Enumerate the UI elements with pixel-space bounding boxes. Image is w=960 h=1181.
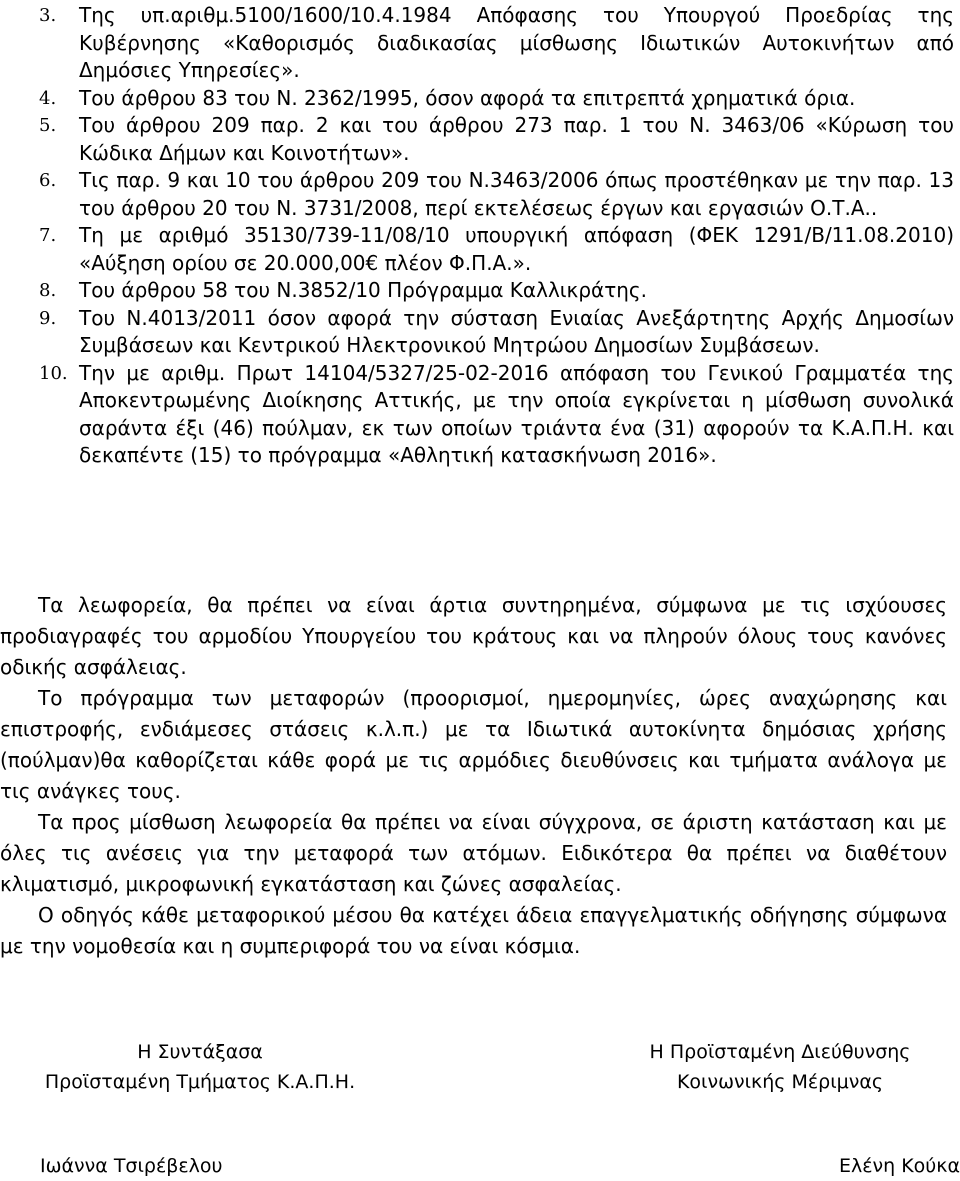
item-number: 3. — [39, 5, 57, 26]
paragraph-bus-requirements: Τα προς μίσθωση λεωφορεία θα πρέπει να είναι σύγχρονα, σε άριστη κατάσταση και με όλες τις ανέσεις για την μεταφορά των ατόμων. Ειδικότερα θα πρέπει να διαθέτουν κλιματισμό, μικροφωνική εγκατάσταση και ζώνες ασφαλείας. — [0, 810, 947, 896]
list-item — [39, 2, 954, 85]
item-number: 6. — [39, 170, 57, 191]
item-text: Του άρθρου 58 του Ν.3852/10 Πρόγραμμα Καλλικράτης. — [79, 278, 648, 302]
signature-block-left — [0, 1037, 400, 1097]
signatory-name-left: Ιωάννα Τσιρέβελου — [40, 1155, 223, 1177]
item-text: Τις παρ. 9 και 10 του άρθρου 209 του Ν.3463/2006 όπως προστέθηκαν με την παρ. 13 του άρθρου 20 του Ν. 3731/2008, περί εκτελέσεως έργων και εργασιών Ο.Τ.Α.. — [79, 168, 954, 220]
paragraph-buses-condition: Τα λεωφορεία, θα πρέπει να είναι άρτια συντηρημένα, σύμφωνα με τις ισχύουσες προδιαγραφές του αρμοδίου Υπουργείου του κράτους και να πληρούν όλους τους κανόνες οδικής ασφάλειας. — [0, 593, 947, 679]
signature-right-title: Κοινωνικής Μέριμνας — [676, 1071, 884, 1093]
signature-left-role: Η Συντάξασα — [137, 1041, 263, 1063]
item-number: 7. — [39, 225, 57, 246]
item-number: 4. — [39, 87, 57, 109]
item-number: 9. — [39, 307, 57, 329]
item-text: Την με αριθμ. Πρωτ 14104/5327/25-02-2016 απόφαση του Γενικού Γραμματέα της Αποκεντρωμένης Διοίκησης Αττικής, με την οποία εγκρίνεται η μίσθωση συνολικά σαράντα έξι (46) πούλμαν, εκ των οποίων τριάντα ένα (31) αφορούν τα Κ.Α.Π.Η. και δεκαπέντε (15) το πρόγραμμα «Αθλητική κατασκήνωση 2016». — [79, 360, 954, 467]
list-item — [39, 360, 954, 470]
list-item — [39, 167, 954, 222]
paragraph-transport-schedule: Το πρόγραμμα των μεταφορών (προορισμοί, ημερομηνίες, ώρες αναχώρησης και επιστροφής, ενδιάμεσες στάσεις κ.λ.π.) με τα Ιδιωτικά αυτοκίνητα δημόσιας χρήσης (πούλμαν)θα καθορίζεται κάθε φορά με τις αρμόδιες διευθύνσεις και τμήματα ανάλογα με τις ανάγκες τους. — [0, 686, 947, 803]
item-text: Του άρθρου 209 παρ. 2 και του άρθρου 273 παρ. 1 του Ν. 3463/06 «Κύρωση του Κώδικα Δήμων και Κοινοτήτων». — [79, 113, 954, 165]
list-item — [39, 305, 954, 360]
list-item — [39, 85, 954, 113]
paragraph-driver-requirements: Ο οδηγός κάθε μεταφορικού μέσου θα κατέχει άδεια επαγγελματικής οδήγησης σύμφωνα με την νομοθεσία και η συμπεριφορά του να είναι κόσμια. — [0, 903, 947, 958]
item-number: 5. — [39, 115, 57, 136]
signature-left-title: Προϊσταμένη Τμήματος Κ.Α.Π.Η. — [44, 1071, 356, 1093]
item-number: 8. — [39, 280, 57, 301]
signatory-name-right: Ελένη Κούκα — [838, 1155, 960, 1177]
signature-right-role: Η Προϊσταμένη Διεύθυνσης — [649, 1041, 911, 1063]
item-text: Του άρθρου 83 του Ν. 2362/1995, όσον αφορά τα επιτρεπτά χρηματικά όρια. — [79, 85, 856, 110]
list-item — [39, 277, 954, 305]
item-text: Του Ν.4013/2011 όσον αφορά την σύσταση Ενιαίας Ανεξάρτητης Αρχής Δημοσίων Συμβάσεων και Κεντρικού Ηλεκτρονικού Μητρώου Δημοσίων Συμβάσεων. — [79, 305, 954, 357]
body-paragraphs — [0, 590, 947, 962]
item-number: 10. — [39, 362, 68, 384]
legal-references-list — [39, 2, 954, 470]
item-text: Τη με αριθμό 35130/739-11/08/10 υπουργική απόφαση (ΦΕΚ 1291/Β/11.08.2010) «Αύξηση ορίου σε 20.000,00€ πλέον Φ.Π.Α.». — [79, 223, 954, 275]
list-item — [39, 222, 954, 277]
signature-block-right — [600, 1037, 960, 1097]
list-item — [39, 112, 954, 167]
item-text: Της υπ.αριθμ.5100/1600/10.4.1984 Απόφασης του Υπουργού Προεδρίας της Κυβέρνησης «Καθορισμός διαδικασίας μίσθωσης Ιδιωτικών Αυτοκινήτων από Δημόσιες Υπηρεσίες». — [79, 3, 954, 82]
